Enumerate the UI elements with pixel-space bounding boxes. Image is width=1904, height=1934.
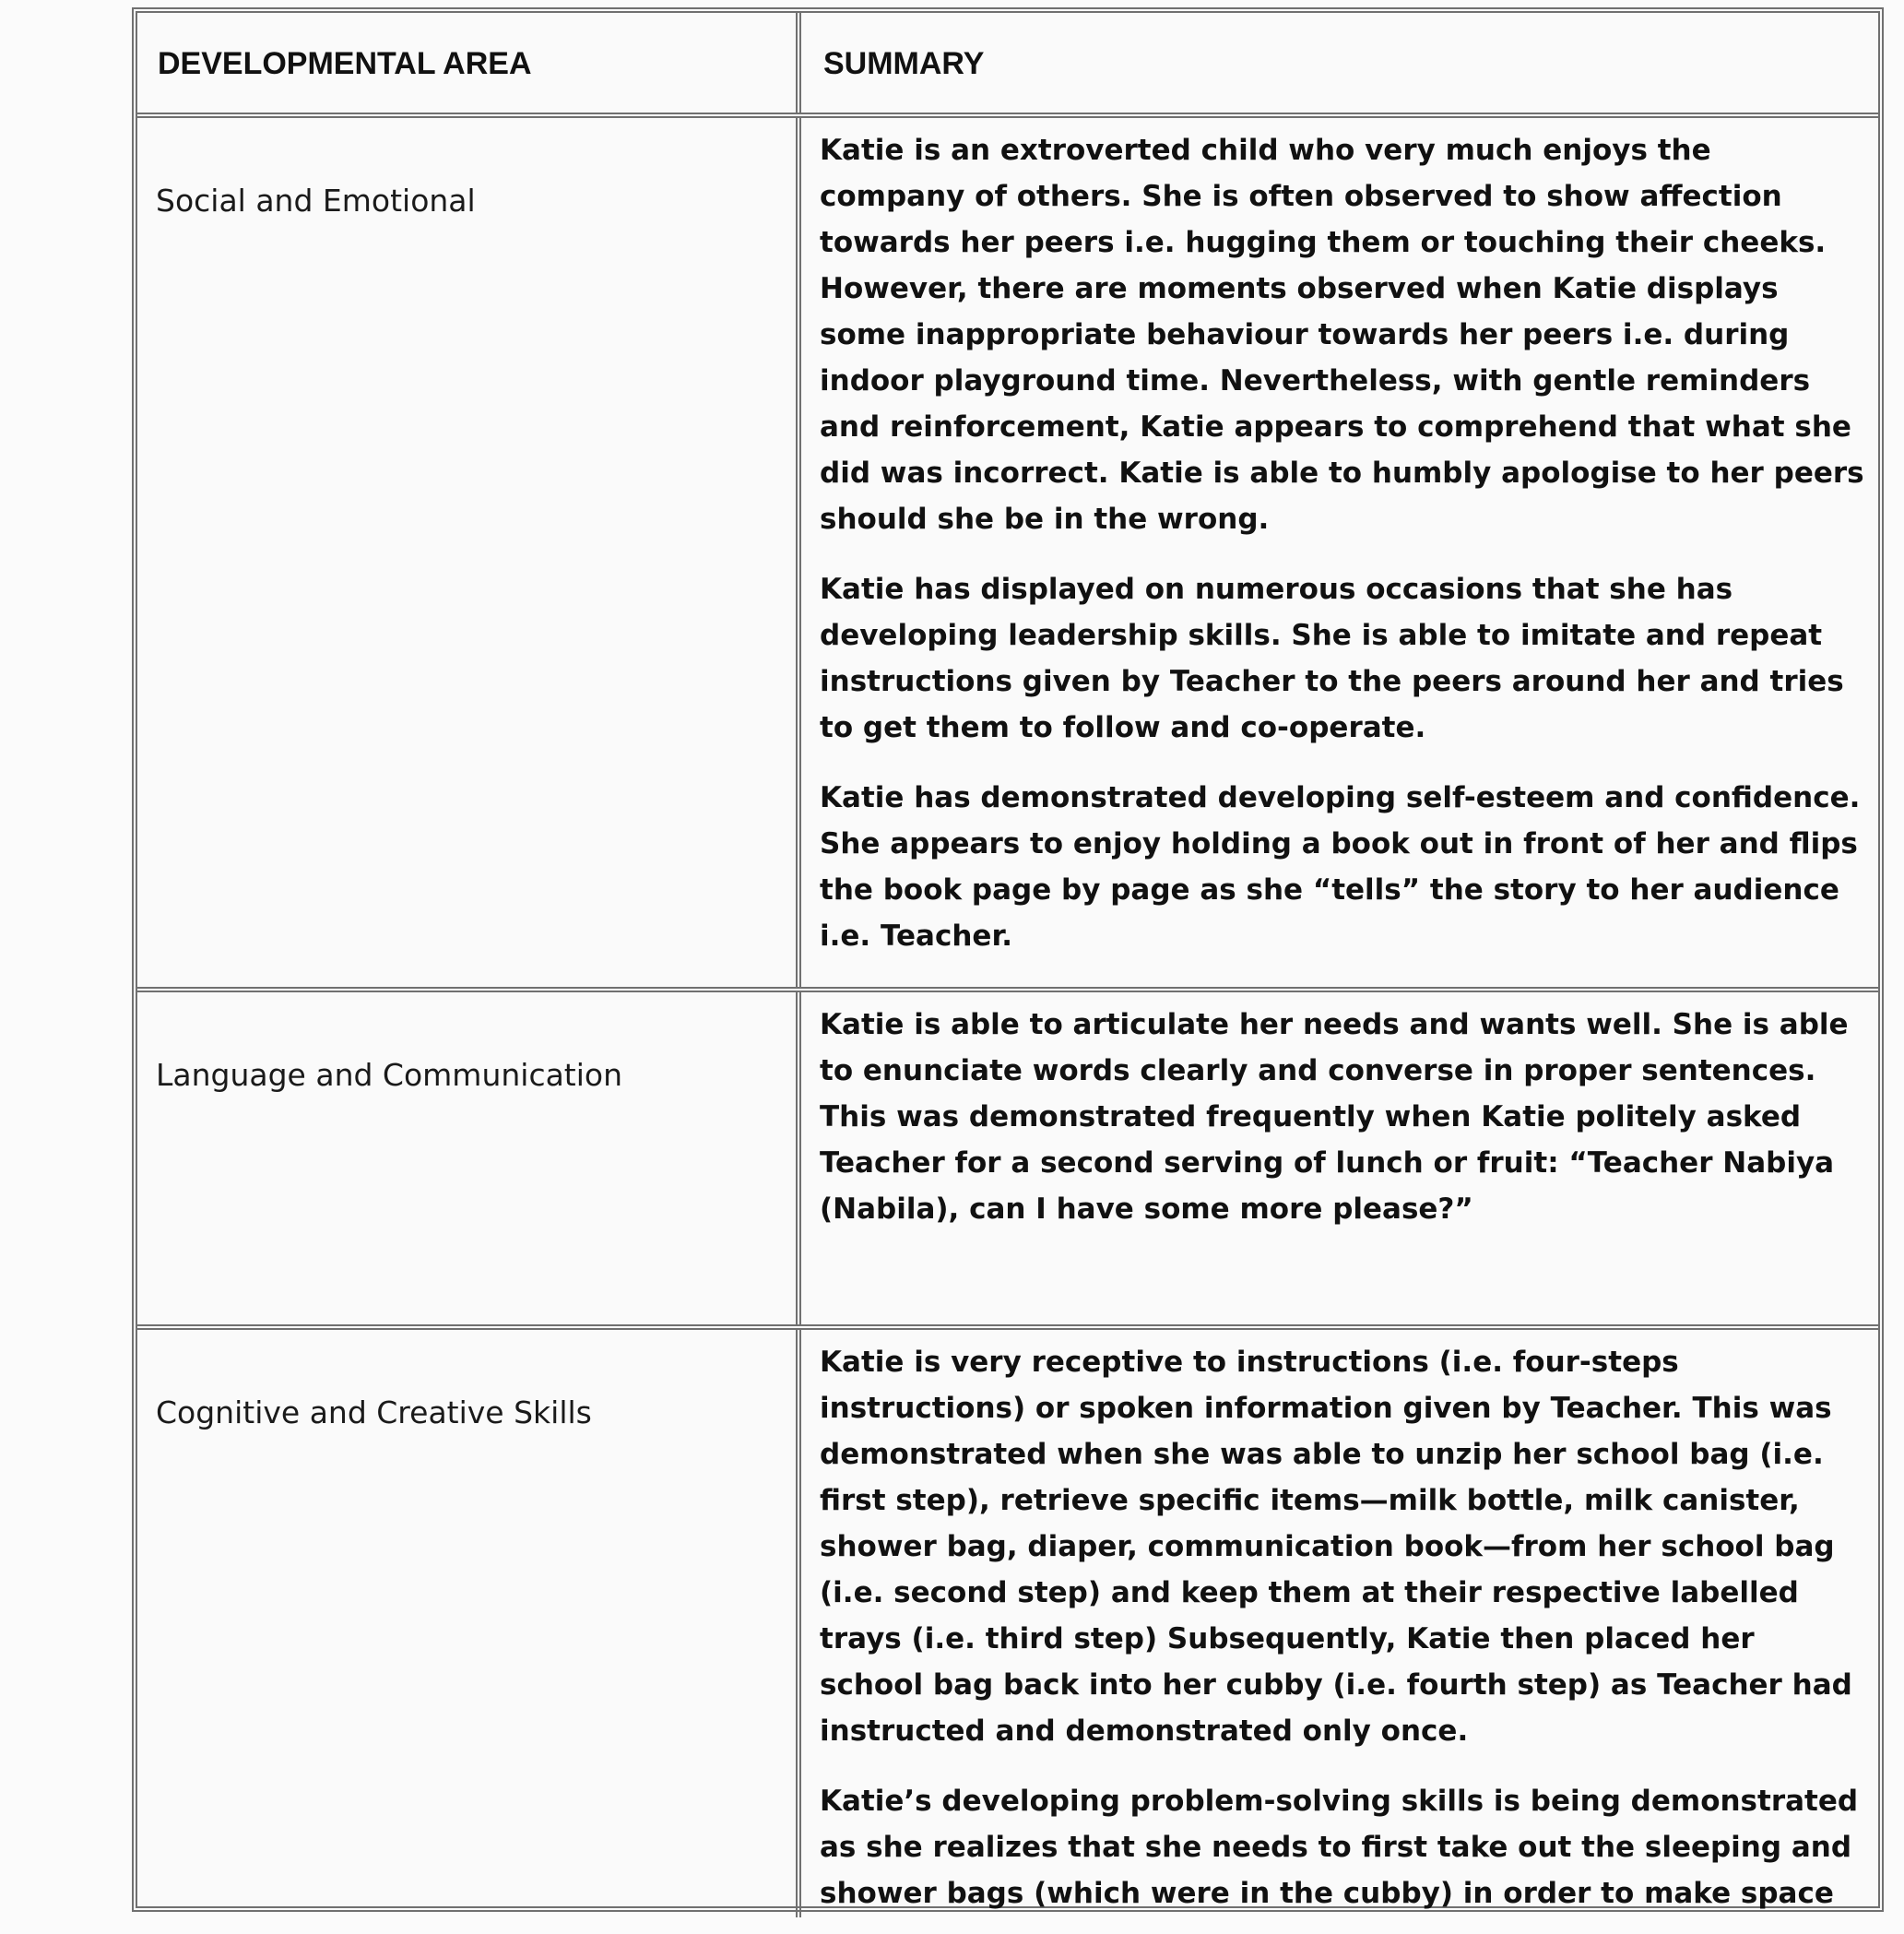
summary-text	[820, 127, 1865, 983]
summary-cell	[801, 992, 1878, 1324]
summary-paragraph: Katie is able to articulate her needs and wants well. She is able to enunciate words clearly and converse in proper sentences. This was demonstrated frequently when Katie politely asked Teacher for a second serving of lunch or fruit: “Teacher Nabiya (Nabila), can I have some more please?”	[820, 1008, 1849, 1226]
header-cell-summary	[801, 13, 1878, 113]
summary-paragraph: Katie has displayed on numerous occasions that she has developing leadership skills. She is able to imitate and repeat instructions given by Teacher to the peers around her and tries to get them to follow and co-operate.	[820, 573, 1844, 744]
header-cell-area	[137, 13, 801, 113]
summary-paragraph: Katie is an extroverted child who very much enjoys the company of others. She is often observed to show affection towards her peers i.e. hugging them or touching their cheeks. However, there are moments observed when Katie displays some inappropriate behaviour towards her peers i.e. during indoor playground time. Nevertheless, with gentle reminders and reinforcement, Katie appears to comprehend that what she did was incorrect. Katie is able to humbly apologise to her peers should she be in the wrong.	[820, 134, 1864, 536]
header-summary: SUMMARY	[823, 46, 985, 81]
summary-paragraph: Katie has demonstrated developing self-esteem and confidence. She appears to enjoy holding a book out in front of her and flips the book page by page as she “tells” the story to her audience i.e. Teacher.	[820, 781, 1861, 953]
summary-text	[820, 1339, 1865, 1917]
table-row	[137, 992, 1878, 1330]
area-cell	[137, 118, 801, 987]
summary-text	[820, 1002, 1865, 1256]
header-developmental-area: DEVELOPMENTAL AREA	[158, 46, 532, 81]
summary-paragraph: Katie’s developing problem-solving skills is being demonstrated as she realizes that she needs to first take out the sleeping and shower bags (which were in the cubby) in order to make space	[820, 1785, 1859, 1910]
summary-cell	[801, 1330, 1878, 1917]
area-label-social-emotional: Social and Emotional	[156, 183, 476, 219]
area-label-cognitive-creative: Cognitive and Creative Skills	[156, 1394, 592, 1430]
area-label-language-communication: Language and Communication	[156, 1057, 623, 1093]
table-row	[137, 118, 1878, 992]
area-cell	[137, 1330, 801, 1917]
table-row	[137, 1330, 1878, 1917]
summary-cell	[801, 118, 1878, 987]
developmental-summary-table	[132, 7, 1884, 1912]
area-cell	[137, 992, 801, 1324]
summary-paragraph: Katie is very receptive to instructions (i.e. four-steps instructions) or spoken information given by Teacher. This was demonstrated when she was able to unzip her school bag (i.e. first step), retrieve specific items—milk bottle, milk canister, shower bag, diaper, communication book—from her school bag (i.e. second step) and keep them at their respective labelled trays (i.e. third step) Subsequently, Katie then placed her school bag back into her cubby (i.e. fourth step) as Teacher had instructed and demonstrated only once.	[820, 1346, 1852, 1748]
table-header-row	[137, 13, 1878, 118]
